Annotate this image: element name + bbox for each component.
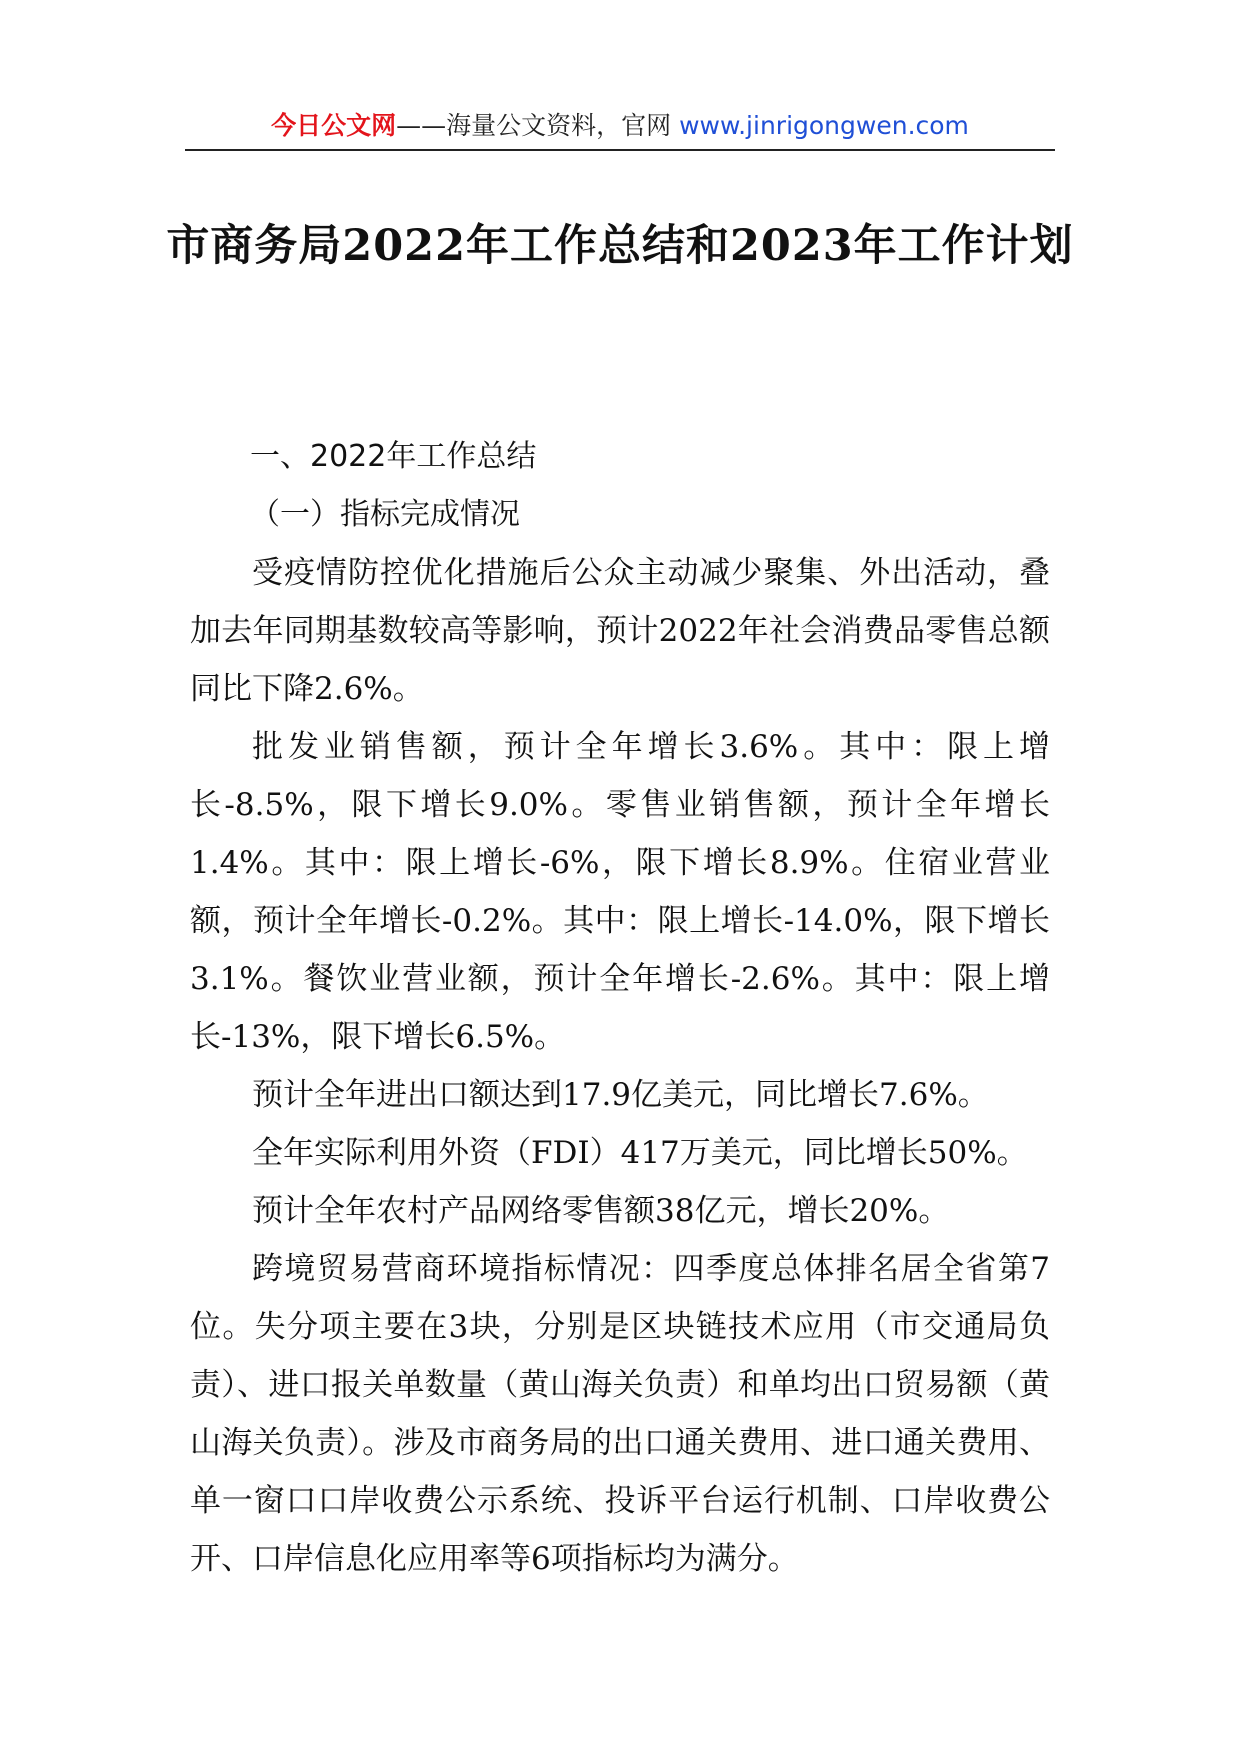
section-heading: 一、2022年工作总结 [250,439,537,474]
site-brand[interactable]: 今日公文网 [271,111,397,140]
header-dash: —— [396,111,447,140]
paragraph: 全年实际利用外资（FDI）417万美元，同比增长50%。 [252,1135,1028,1171]
site-url-link[interactable]: www.jinrigongwen.com [679,111,969,140]
subsection-heading: （一）指标完成情况 [250,497,520,532]
site-header [185,104,1055,148]
header-divider [185,149,1055,151]
paragraph: 跨境贸易营商环境指标情况：四季度总体排名居全省第7位。失分项主要在3块，分别是区块链技术应用（市交通局负责）、进口报关单数量（黄山海关负责）和单均出口贸易额（黄山海关负责）。涉及市商务局的出口通关费用、进口通关费用、单一窗口口岸收费公示系统、投诉平台运行机制、口岸收费公开、口岸信息化应用率等6项指标均为满分。 [190,1251,1050,1577]
document-title: 市商务局2022年工作总结和2023年工作计划 [166,221,1074,271]
document-body [190,428,1050,1588]
paragraph: 受疫情防控优化措施后公众主动减少聚集、外出活动，叠加去年同期基数较高等影响，预计2022年社会消费品零售总额同比下降2.6%。 [190,555,1050,707]
header-tagline: 海量公文资料，官网 [446,111,680,140]
paragraph: 预计全年进出口额达到17.9亿美元，同比增长7.6%。 [252,1077,989,1113]
paragraph: 批发业销售额，预计全年增长3.6%。其中：限上增长-8.5%，限下增长9.0%。零售业销售额，预计全年增长1.4%。其中：限上增长-6%，限下增长8.9%。住宿业营业额，预计全年增长-0.2%。其中：限上增长-14.0%，限下增长3.1%。餐饮业营业额，预计全年增长-2.6%。其中：限上增长-13%，限下增长6.5%。 [190,729,1050,1055]
paragraph: 预计全年农村产品网络零售额38亿元，增长20%。 [252,1193,950,1229]
